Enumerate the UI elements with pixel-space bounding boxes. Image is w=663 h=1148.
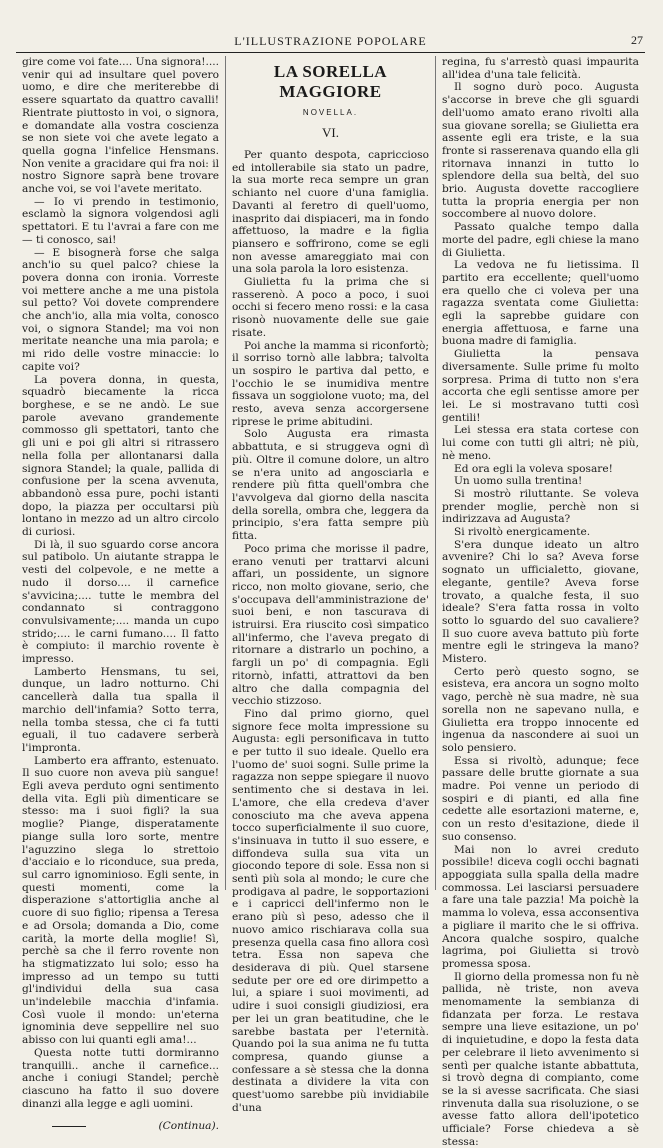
paragraph: regina, fu s'arrestò quasi impaurita all'idea d'una tale felicità. [442, 56, 639, 81]
page-number: 27 [631, 33, 643, 47]
page-header [16, 8, 645, 53]
paragraph: Il sogno durò poco. Augusta s'accorse in breve che gli sguardi dell'uomo amato erano rivolti alla sua giovane sorella; se Giulietta era assente egli era triste, e la sua fronte si rasserenava quando ella gli ritornava innanzi in tutto lo splendore della sua beltà, del suo brio. Augusta dovette raccogliere tutta la propria energia per non soccombere al nuovo dolore. [442, 81, 639, 221]
paragraph: La povera donna, in questa, squadrò biecamente la ricca borghese, e se ne andò. Le sue parole avevano grandemente commosso gli spettatori, tanto che gli uni e poi gli altri si ritrassero nella folla per allontanarsi dalla signora Standel; la quale, pallida di confusione per la scena avvenuta, abbandonò essa pure, pochi istanti dopo, la piazza per occultarsi più lontano in mezzo ad un altro circolo di curiosi. [22, 373, 219, 539]
paragraph: Ed ora egli la voleva sposare! [454, 462, 613, 475]
paragraph: Solo Augusta era rimasta abbattuta, e si struggeva ogni dì più. Oltre il comune dolore, un altro se n'era unito ad angosciarla e rendere più fitta quell'ombra che l'avvolgeva dal giorno della nascita della sorella, ombra che, leggera da principio, s'era fatta sempre più fitta. [232, 428, 429, 543]
paragraph: Di là, il suo sguardo corse ancora sul patibolo. Un aiutante strappa le vesti del colpevole, e ne mette a nudo il dorso.... il carnefice s'avvicina;.... tutte le membra del condannato si contraggono convulsivamente;.... manda un cupo strido;.... le carni fumano.... Il fatto è compiuto: il marchio rovente è impresso. [22, 538, 219, 666]
publication-title: L'ILLUSTRAZIONE POPOLARE [234, 34, 427, 48]
article-subtitle: NOVELLA. [302, 108, 359, 117]
paragraph: Questa notte tutti dormiranno tranquilli.. anche il carnefice... anche i coniugi Standel; perchè ciascuno ha fatto il suo dovere dinanzi alla legge e agli uomini. [22, 1046, 219, 1110]
paragraph: Poi anche la mamma si riconfortò; il sorriso tornò alle labbra; talvolta un sospiro le partiva dal petto, e l'occhio le se inumidiva mentre fissava un soggiolone vuoto; ma, del resto, aveva senza accorgersene riprese le prime abitudini. [232, 339, 429, 428]
paragraph: Mai non lo avrei creduto possibile! diceva cogli occhi bagnati appoggiata sulla spalla della madre commossa. Lei lasciarsi persuadere a fare una tale pazzia! Ma poichè la mamma lo voleva, essa acconsentiva a pigliare il marito che le si offriva. Ancora qualche sospiro, qualche lagrima, poi Giulietta si trovò promessa sposa. [442, 843, 640, 970]
paragraph: gire come voi fate.... Una signora!.... venir qui ad insultare quel povero uomo, e dire che meriterebbe di essere squartato da quattro cavalli! Rientrate piuttosto in voi, o signora, e domandate alla vostra coscienza se non siete voi che avete legato a quella gogna l'infelice Hensmans. Non venite a gracidare qui fra noi: il nostro Signore saprà bene trovare anche voi, se voi l'avete meritato. [22, 56, 219, 196]
paragraph: Giulietta la pensava diversamente. Sulle prime fu molto sorpresa. Prima di tutto non s'era accorta che egli sentisse amore per lei. Le si mostravano tutti così gentili! [442, 348, 639, 424]
paragraph: — E bisognerà forse che salga anch'io su quel palco? chiese la povera donna con ironia. Vorreste voi mettere anche a me una pistola sul petto? Voi dovete comprendere che anch'io, alla mia volta, conosco voi, o signora Standel; ma voi non meritate neanche una mia parola; e mi rido delle vostre minaccie: lo capite voi? [22, 246, 219, 373]
paragraph: Un uomo sulla trentina! [454, 475, 583, 488]
paragraph: Passato qualche tempo dalla morte del padre, egli chiese la mano di Giulietta. [442, 221, 639, 259]
paragraph: Si mostrò riluttante. Se voleva prender moglie, perchè non si indirizzava ad Augusta? [442, 487, 639, 526]
column-right [435, 56, 645, 1148]
article-title: LA SORELLA MAGGIORE [273, 62, 388, 101]
column-middle [225, 56, 435, 1114]
paragraph: Lamberto era affranto, estenuato. Il suo cuore non aveva più sangue! Egli aveva perduto ogni sentimento della vita. Egli più dimenticare se stesso: ma i suoi figli? la sua moglie? Piange, disperatamente piange sulla loro sorte, mentre l'aguzzino slega lo strettoio d'acciaio e lo riconduce, sua preda, sul carro ignominioso. Egli sente, in questi momenti, come la disperazione s'attortiglia anche al cuore di suo figlio; ripensa a Teresa e ad Orsola; domanda a Dio, come carità, la morte della moglie! Sì, perchè sa che il ferro rovente non ha stigmatizzato lui solo; esso ha impresso ad un tempo su tutti gl'individui della sua casa un'indelebile macchia d'infamia. Così vuole il mondo: un'eterna ignominia deve seppellire nel suo abisso con lui quanti egli ama!... [22, 754, 219, 1047]
paragraph: Giulietta fu la prima che si rasserenò. A poco a poco, i suoi occhi si fecero meno rossi: e la casa risonò nuovamente delle sue gaie risate. [232, 276, 429, 339]
paragraph: Certo però questo sogno, se esisteva, era ancora un sogno molto vago, perchè nè sua madre, nè sua sorella non ne sapevano nulla, e Giulietta era troppo innocente ed ingenua da nascondere ai suoi un solo pensiero. [442, 665, 639, 754]
paragraph: — Io vi prendo in testimonio, esclamò la signora volgendosi agli spettatori. E tu l'avrai a fare con me — ti conosco, sai! [22, 195, 219, 246]
continuation-line [22, 1120, 219, 1132]
paragraph: Poco prima che morisse il padre, erano venuti per trattarvi alcuni affari, un possidente, un signore ricco, non molto giovane, serio, che s'occupava dell'amministrazione de' suoi beni, e non tascurava di istruirsi. Era riuscito così simpatico all'infermo, che l'aveva pregato di ritornare a distrarlo un pochino, a fargli un po' di compagnia. Egli ritornò, infatti, attrattovi da ben altro che dalla compagnia del vecchio stizzoso. [232, 542, 429, 708]
paragraph: Fino dal primo giorno, quel signore fece molta impressione su Augusta: egli personificava in tutto e per tutto il suo ideale. Quello era l'uomo de' suoi sogni. Sulle prime la ragazza non seppe spiegare il nuovo sentimento che si destava in lei. L'amore, che ella credeva d'aver conosciuto ma che aveva appena tocco superficialmente il suo cuore, s'insinuava in tutto il suo essere, e diffondeva sulla sua vita un giocondo tepore di sole. Essa non si sentì più sola al mondo; le cure che prodigava al padre, le sopportazioni e i capricci dell'infermo non le erano più sì peso, adesso che il nuovo amico rischiarava colla sua presenza quella casa fino allora così tetra. Essa non sapeva che desiderava di più. Quel starsene sedute per ore ed ore dirimpetto a lui, a spiare i suoi movimenti, ad udire i suoi consigli giudiziosi, era per lei un gran beatitudine, che le sarebbe bastata per l'eternità. Quando poi la sua anima ne fu tutta compresa, quando giunse a confessare a sè stessa che la donna destinata a dividere la vita con quest'uomo sarebbe più invidiabile d'una [232, 707, 429, 1114]
column-left [16, 56, 225, 1133]
paragraph: Lei stessa era stata cortese con lui come con tutti gli altri; nè più, nè meno. [442, 424, 639, 462]
paragraph: Il giorno della promessa non fu nè pallida, nè triste, non aveva menomamente la sembianza di fidanzata per forza. Le restava sempre una lieve esitazione, un po' di inquietudine, e dopo la festa data per celebrare il lieto avvenimento si sentì per qualche istante abbattuta, si trovò degna di compianto, come se la si avesse sacrificata. Che siasi rinvenuta dalla sua risoluzione, o se avesse fatto allora dell'ipotetico ufficiale? Forse chiedeva a sè stessa: [442, 970, 639, 1148]
paragraph: Essa si rivoltò, adunque; fece passare delle brutte giornate a sua madre. Poi venne un periodo di sospiri e di pianti, ed alla fine cedette alle esortazioni materne, e, con un resto d'esitazione, diede il suo consenso. [442, 754, 639, 843]
text-columns [16, 56, 645, 1148]
paragraph: Per quanto despota, capriccioso ed intollerabile sia stato un padre, la sua morte reca sempre un gran schianto nel cuore d'una famiglia. Davanti al feretro di quell'uomo, inasprito dai dispiaceri, ma in fondo affettuoso, la madre e la figlia piansero e soffrirono, come se egli non avesse amareggiato mai con una sola parola la loro esistenza. [232, 149, 429, 276]
paragraph: Lamberto Hensmans, tu sei, dunque, un ladro notturno. Chi cancellerà dalla tua spalla il marchio dell'infamia? Sotto terra, nella tomba stessa, che ci fa tutti eguali, il tuo cadavere serberà l'impronta. [22, 665, 219, 754]
paragraph: Si rivoltò energicamente. [454, 526, 591, 539]
continua-label: (Continua). [158, 1120, 219, 1133]
paragraph: S'era dunque ideato un altro avvenire? Chi lo sa? Aveva forse sognato un ufficialetto, giovane, elegante, gentile? Aveva forse trovato, a qualche festa, il suo ideale? S'era fatta rossa in volto sotto lo sguardo del suo cavaliere? Il suo cuore aveva battuto più forte mentre egli le stringeva la mano? Mistero. [442, 538, 639, 666]
paragraph: La vedova ne fu lietissima. Il partito era eccellente; quell'uomo era quello che ci voleva per una ragazza sventata come Giulietta: egli la saprebbe guidare con energia affettuosa, e farne una buona madre di famiglia. [442, 259, 639, 348]
divider [52, 1126, 86, 1127]
chapter-number: VI. [322, 125, 339, 140]
